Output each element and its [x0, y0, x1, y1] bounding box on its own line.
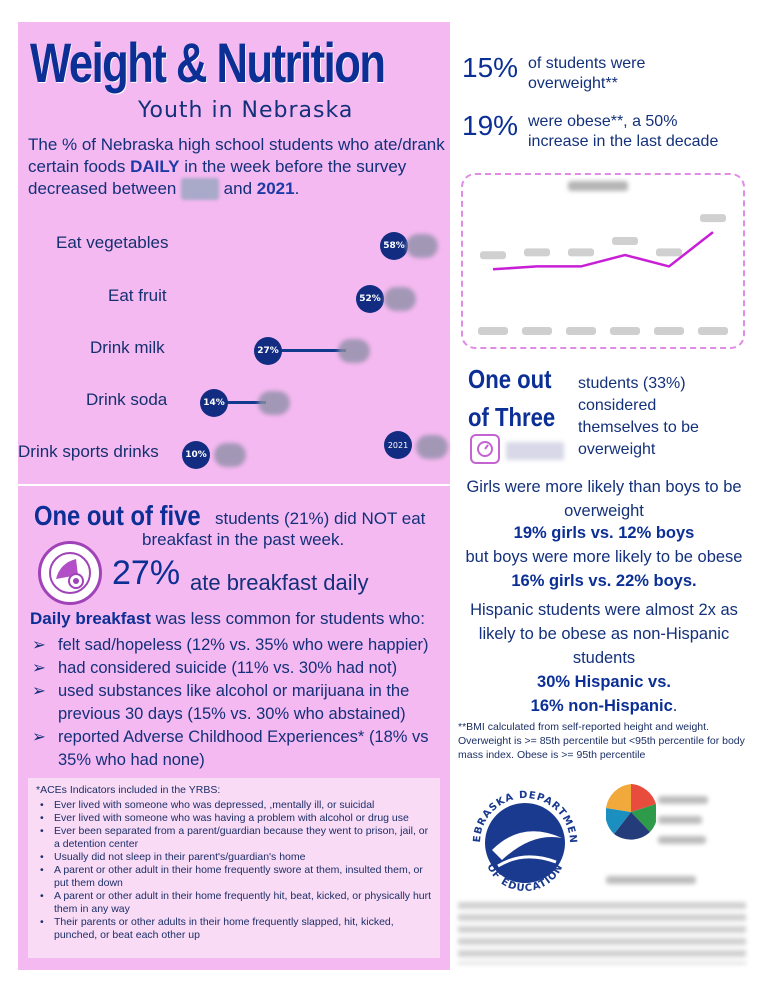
food-label: Drink sports drinks: [18, 442, 159, 461]
page-subtitle: Youth in Nebraska: [138, 98, 354, 123]
food-label: Eat vegetables: [56, 233, 169, 252]
overweight-text: of students were overweight**: [528, 55, 646, 92]
aces-item: • Usually did not sleep in their parent's/guardian's home: [36, 851, 432, 864]
redacted-footer-text: [458, 902, 746, 964]
redacted-point-label: [700, 214, 726, 222]
redacted-value: [406, 234, 438, 258]
redacted-icon-label: [506, 442, 564, 460]
food-value: 27%: [254, 337, 282, 365]
logo-bottom-text: OF EDUCATION: [484, 862, 566, 895]
redacted-logo-text: [658, 816, 702, 824]
redacted-x-tick: [610, 327, 640, 335]
bullet-item: ➢ had considered suicide (11% vs. 30% had not): [30, 657, 442, 680]
breakfast-bullets: [30, 634, 442, 772]
redacted-x-tick: [698, 327, 728, 335]
obese-text: were obese**, a 50% increase in the last decade: [528, 113, 719, 150]
aces-item: • A parent or other adult in their home frequently hit, beat, kicked, or physically hurt them in any way: [36, 890, 432, 916]
aces-list: [36, 799, 432, 942]
change-line: [280, 349, 346, 352]
intro-year-end: 2021: [256, 179, 295, 198]
aces-item: • A parent or other adult in their home frequently swore at them, insulted them, or put them down: [36, 864, 432, 890]
redacted-x-tick: [478, 327, 508, 335]
bullet-item: ➢ reported Adverse Childhood Experiences* (18% vs 35% who had none): [30, 726, 442, 772]
hispanic-stat2: 16% non-Hispanic: [530, 697, 673, 715]
food-row-milk: [18, 335, 450, 365]
aces-item: • Ever been separated from a parent/guardian because they went to prison, jail, or a detention center: [36, 825, 432, 851]
plate-icon: [46, 549, 94, 597]
food-label: Drink milk: [90, 338, 165, 357]
bullet-item: ➢ used substances like alcohol or marijuana in the previous 30 days (15% vs. 30% who abstained): [30, 680, 442, 726]
redacted-x-tick: [654, 327, 684, 335]
hispanic-stat2-line: [460, 694, 748, 718]
breakfast-stat: 27%: [112, 554, 181, 592]
food-label: Drink soda: [86, 390, 168, 409]
aces-box: [28, 778, 440, 958]
year-marker: 2021: [384, 431, 412, 459]
breakfast-sub2: breakfast in the past week.: [142, 530, 345, 549]
aces-title: *ACEs Indicators included in the YRBS:: [36, 784, 221, 796]
girls-stat: 19% girls vs. 12% boys: [513, 524, 695, 542]
redacted-value: [384, 287, 416, 311]
daily-rest: was less common for students who:: [150, 609, 425, 628]
intro-part2: in the week before the survey decreased between: [28, 157, 407, 198]
food-value: 10%: [182, 441, 210, 469]
redacted-x-tick: [566, 327, 596, 335]
bmi-footnote: **BMI calculated from self-reported height and weight. Overweight is >= 85th percentile but <95th percentile for body mass index. Obese is >= 95th percentile: [458, 721, 745, 761]
boys-stat: 16% girls vs. 22% boys.: [511, 572, 697, 590]
intro-period: .: [294, 179, 300, 198]
breakfast-plate-icon: [38, 541, 102, 605]
daily-bold: Daily breakfast: [30, 609, 151, 628]
food-row-soda: [18, 387, 450, 417]
hispanic-period: .: [672, 697, 678, 715]
redacted-value: [258, 391, 290, 415]
intro-text: [28, 134, 448, 200]
breakfast-headline: One out of five: [34, 500, 201, 531]
food-label: Eat fruit: [108, 286, 167, 305]
redacted-point-label: [612, 237, 638, 245]
hispanic-stat1: 30% Hispanic vs.: [537, 673, 671, 691]
nde-logo: [462, 780, 588, 906]
nde-seal-icon: [462, 780, 588, 906]
redacted-value: [338, 339, 370, 363]
redacted-point-label: [656, 248, 682, 256]
intro-part1: The % of Nebraska high school students who ate/drank certain foods: [28, 135, 445, 176]
partner-logo: [606, 782, 726, 892]
scale-svg: [472, 436, 498, 462]
breakfast-panel: [18, 486, 450, 970]
aces-item: • Ever lived with someone who was having a problem with alcohol or drug use: [36, 812, 432, 825]
redacted-point-label: [480, 251, 506, 259]
food-value: 58%: [380, 232, 408, 260]
redacted-value: [416, 435, 448, 459]
food-row-vegetables: [18, 230, 450, 260]
boys-line: but boys were more likely to be obese: [465, 548, 743, 566]
obesity-line-chart: [463, 175, 743, 347]
bullet-item: ➢ felt sad/hopeless (12% vs. 35% who were happier): [30, 634, 442, 657]
obese-pct: 19%: [462, 110, 519, 141]
breakfast-sub1: students (21%) did NOT eat: [215, 509, 426, 528]
one-three-text: students (33%) considered themselves to be overweight: [578, 375, 699, 458]
food-row-fruit: [18, 283, 450, 313]
intro-daily: DAILY: [130, 157, 180, 176]
redacted-x-tick: [522, 327, 552, 335]
aces-item: • Their parents or other adults in their home frequently slapped, hit, kicked, punched, or beat each other up: [36, 916, 432, 942]
daily-foods-panel: [18, 22, 450, 484]
obesity-chart: [461, 173, 745, 349]
pie-logo-icon: [606, 782, 656, 842]
food-value: 52%: [356, 285, 384, 313]
food-value: 14%: [200, 389, 228, 417]
one-three-line1: One out: [468, 364, 552, 394]
one-in-three-headline: [468, 360, 555, 436]
redacted-logo-text: [658, 836, 706, 844]
breakfast-stat-label: ate breakfast daily: [190, 570, 369, 595]
hispanic-line: Hispanic students were almost 2x as likely to be obese as non-Hispanic students: [470, 601, 738, 667]
redacted-point-label: [568, 248, 594, 256]
redacted-year: [181, 178, 219, 200]
one-three-line2: of Three: [468, 402, 556, 432]
intro-and: and: [218, 179, 257, 198]
redacted-point-label: [524, 248, 550, 256]
redacted-logo-text: [658, 796, 708, 804]
redacted-logo-caption: [606, 876, 696, 884]
page-title: Weight & Nutrition: [30, 31, 385, 94]
overweight-pct: 15%: [462, 52, 519, 83]
logo-top-text: EBRASKA DEPARTMEN: [471, 789, 579, 845]
daily-breakfast-heading: [30, 609, 425, 629]
scale-icon: [470, 434, 500, 464]
redacted-value: [214, 443, 246, 467]
girls-line: Girls were more likely than boys to be overweight: [466, 478, 742, 520]
aces-item: • Ever lived with someone who was depressed, ,mentally ill, or suicidal: [36, 799, 432, 812]
